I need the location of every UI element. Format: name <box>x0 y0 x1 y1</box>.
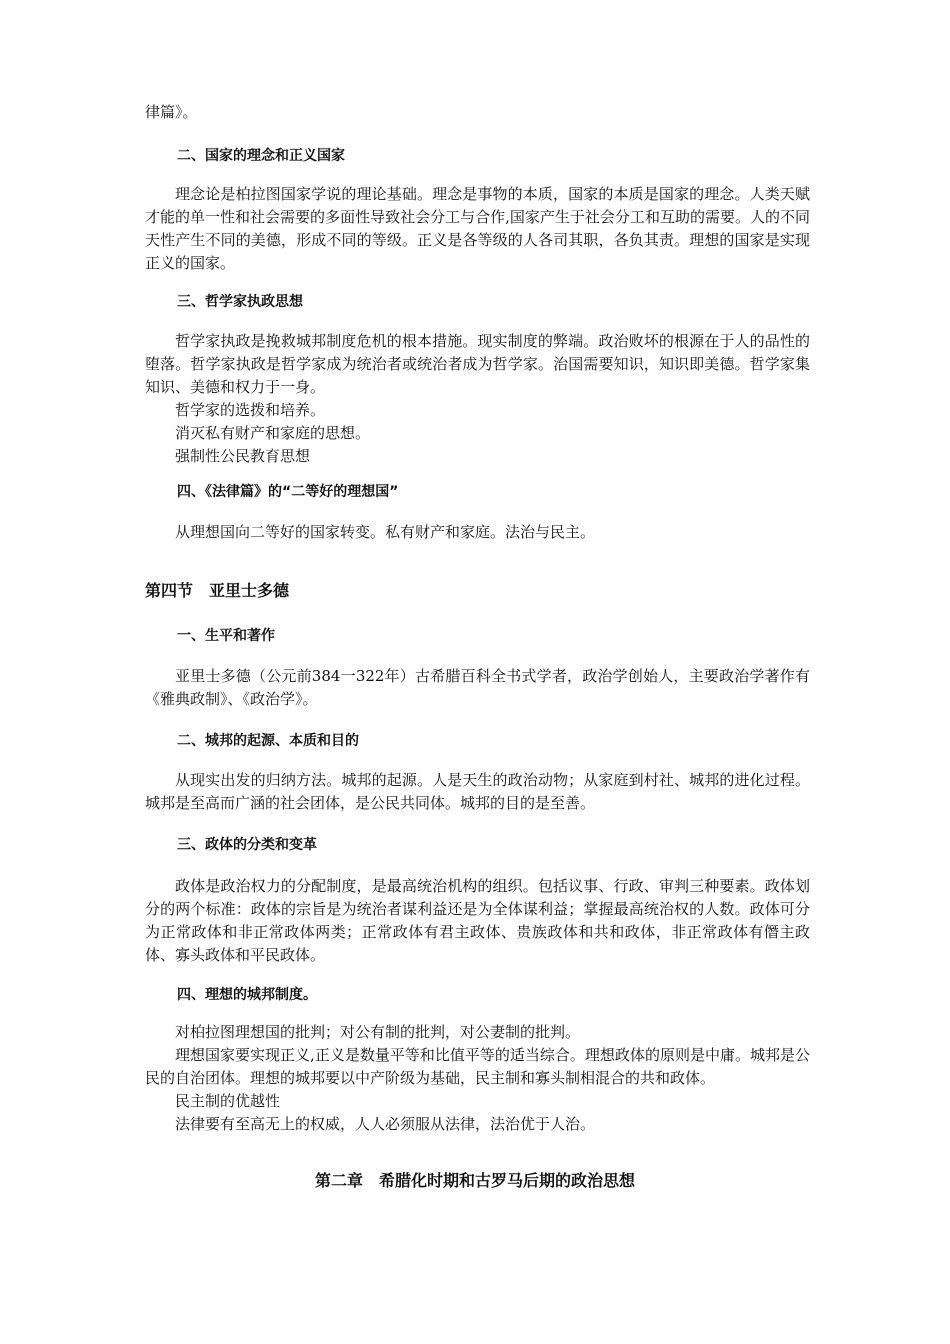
paragraph-text: 哲学家的选拨和培养。 <box>175 401 326 419</box>
heading-3-philosopher-king <box>145 292 810 312</box>
paragraph-regimes <box>145 875 810 967</box>
heading-2-city-state <box>145 731 810 751</box>
paragraph-text: 从现实出发的归纳方法。城邦的起源。人是天生的政治动物；从家庭到村社、城邦的进化过程。城邦是至高而广涵的社会团体，是公民共同体。城邦的目的是至善。 <box>145 771 810 812</box>
heading-text: 一、生平和著作 <box>177 628 275 644</box>
paragraph-text: 对柏拉图理想国的批判；对公有制的批判，对公妻制的批判。 <box>175 1023 581 1041</box>
chapter-title: 第二章 希腊化时期和古罗马后期的政治思想 <box>314 1171 635 1190</box>
heading-2-ideal-state <box>145 146 810 166</box>
paragraph-life-works <box>145 665 810 711</box>
section-heading-aristotle <box>145 580 810 602</box>
paragraph-text: 律篇》。 <box>145 103 198 121</box>
paragraph-text: 法律要有至高无上的权威，人人必须服从法律，法治优于人治。 <box>175 1115 596 1133</box>
heading-1-life-works <box>145 626 810 646</box>
paragraph-text: 政体是政治权力的分配制度，是最高统治机构的组织。包括议事、行政、审判三种要素。政体划分的两个标准：政体的宗旨是为统治者谋利益还是为全体谋利益；掌握最高统治权的人数。政体可分为正常政体和非正常政体两类；正常政体有君主政体、贵族政体和共和政体，非正常政体有僭主政体、寡头政体和平民政体。 <box>145 877 810 964</box>
paragraph-text: 理念论是柏拉图国家学说的理论基础。理念是事物的本质，国家的本质是国家的理念。人类天赋才能的单一性和社会需要的多面性导致社会分工与合作,国家产生于社会分工和互助的需要。人的不同天性产生不同的美德，形成不同的等级。正义是各等级的人各司其职，各负其责。理想的国家是实现正义的国家。 <box>145 185 810 272</box>
paragraph-text: 强制性公民教育思想 <box>175 447 311 465</box>
paragraph-text: 哲学家执政是挽救城邦制度危机的根本措施。现实制度的弊端。政治败坏的根源在于人的品性的堕落。哲学家执政是哲学家成为统治者或统治者成为哲学家。治国需要知识，知识即美德。哲学家集知识、美德和权力于一身。 <box>145 332 810 396</box>
heading-4-laws <box>145 482 810 502</box>
paragraph-text: 从理想国向二等好的国家转变。私有财产和家庭。法治与民主。 <box>175 523 596 541</box>
paragraph-philosopher-rule <box>145 330 810 468</box>
heading-3-regimes <box>145 835 810 855</box>
paragraph-idea-theory <box>145 183 810 275</box>
heading-text: 二、城邦的起源、本质和目的 <box>177 733 359 749</box>
paragraph-text: 消灭私有财产和家庭的思想。 <box>175 424 371 442</box>
paragraph-ideal-city <box>145 1021 810 1136</box>
heading-text: 三、哲学家执政思想 <box>177 294 303 310</box>
heading-text: 四、理想的城邦制度。 <box>177 987 317 1003</box>
paragraph-text: 民主制的优越性 <box>175 1092 281 1110</box>
heading-text: 三、政体的分类和变革 <box>177 837 317 853</box>
heading-text: 二、国家的理念和正义国家 <box>177 148 345 164</box>
paragraph-laws <box>145 521 810 544</box>
paragraph-text: 亚里士多德（公元前384一322年）古希腊百科全书式学者，政治学创始人，主要政治学著作有《雅典政制》、《政治学》。 <box>145 667 810 708</box>
paragraph-top <box>145 101 810 124</box>
heading-text: 四、《法律篇》的“二等好的理想国” <box>177 484 399 500</box>
section-title: 第四节 亚里士多德 <box>145 581 290 600</box>
heading-4-ideal-city <box>145 985 810 1005</box>
paragraph-city-state <box>145 769 810 815</box>
paragraph-text: 理想国家要实现正义,正义是数量平等和比值平等的适当综合。理想政体的原则是中庸。城邦是公民的自治团体。理想的城邦要以中产阶级为基础，民主制和寡头制相混合的共和政体。 <box>145 1046 810 1087</box>
